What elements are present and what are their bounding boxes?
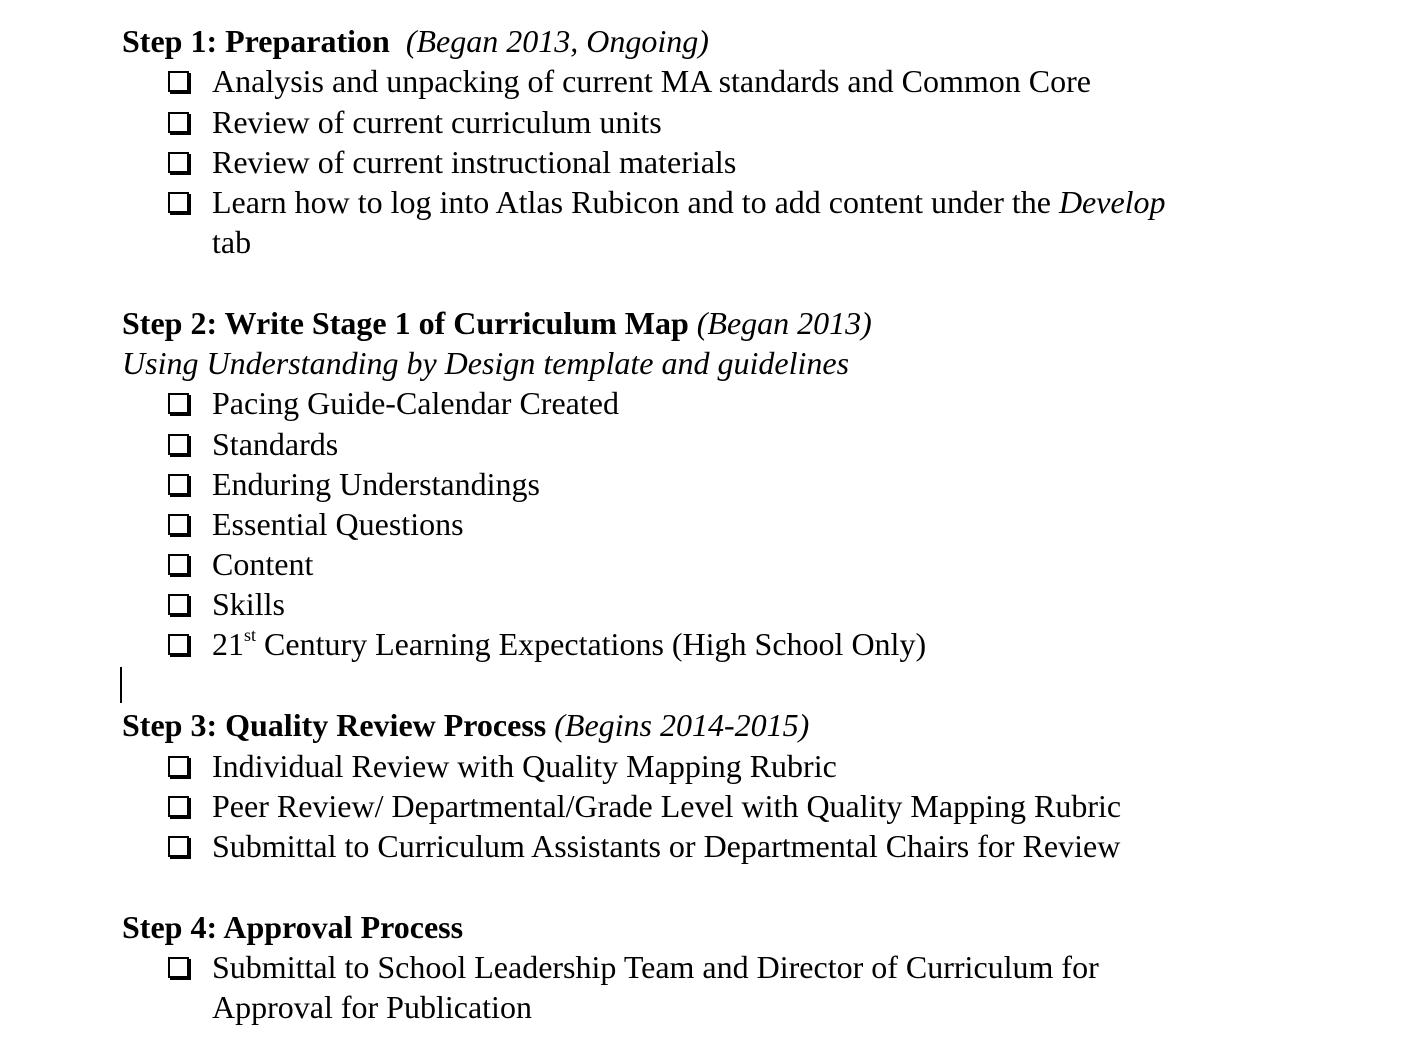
document-page: Step 1: Preparation (Began 2013, Ongoing) Analysis and unpacking of current MA standards and Common Core Review of current curriculum units Review of current instructional materials Learn how to log into Atlas Rubicon and to add content under the Develop tab Step 2: Write Stage 1 of Curriculum Map (Began 2013) Using Understanding by Design template and guidelines Pacing Guide-Calendar Created Standards Enduring Understandings Essential Questions Content Skills 21st Century Learning Expectations (High School Only) Step 3: Quality Review Process (Begins 2014-2015) Individual Review with Quality Mapping Rubric Peer Review/ Departmental/Grade Level with Quality Mapping Rubric Submittal to Curriculum Assistants or Departmental Chairs for Review Step 4: Approval Process Submittal to School Leadership Team and Director of Curriculum for Approval for Publication [122, 23, 1166, 1025]
step-3-note: (Begins 2014-2015) [554, 707, 810, 743]
step-4-title: Step 4: Approval Process [122, 909, 464, 945]
step-1-heading [122, 21, 709, 61]
checkbox-icon[interactable] [168, 434, 189, 455]
checkbox-icon[interactable] [168, 796, 189, 817]
item-text-emphasis: Develop [1058, 184, 1166, 220]
step-2-title: Step 2: Write Stage 1 of Curriculum Map [122, 305, 689, 341]
checkbox-icon[interactable] [168, 474, 189, 495]
step-2-subtitle: Using Understanding by Design template and guidelines [122, 345, 850, 381]
checkbox-icon[interactable] [168, 71, 189, 92]
checkbox-icon[interactable] [168, 192, 189, 213]
checklist-item-continuation: tab [212, 224, 252, 260]
checkbox-icon[interactable] [168, 836, 189, 857]
checklist-item-continuation: Approval for Publication [212, 989, 532, 1025]
step-3-heading [122, 705, 809, 745]
step-1-note: (Began 2013, Ongoing) [405, 23, 709, 59]
checkbox-icon[interactable] [168, 957, 189, 978]
step-4-heading [122, 907, 463, 947]
checkbox-icon[interactable] [168, 554, 189, 575]
checkbox-icon[interactable] [168, 594, 189, 615]
text-cursor [120, 667, 122, 703]
checkbox-icon[interactable] [168, 112, 189, 133]
step-2-heading [122, 303, 872, 343]
step-3-title: Step 3: Quality Review Process [122, 707, 547, 743]
item-text: Learn how to log into Atlas Rubicon and to add content under the [212, 184, 1059, 220]
step-2-note: (Began 2013) [696, 305, 872, 341]
checkbox-icon[interactable] [168, 152, 189, 173]
checkbox-icon[interactable] [168, 514, 189, 535]
step-1-title: Step 1: Preparation [122, 23, 390, 59]
checkbox-icon[interactable] [168, 393, 189, 414]
checkbox-icon[interactable] [168, 634, 189, 655]
checkbox-icon[interactable] [168, 756, 189, 777]
